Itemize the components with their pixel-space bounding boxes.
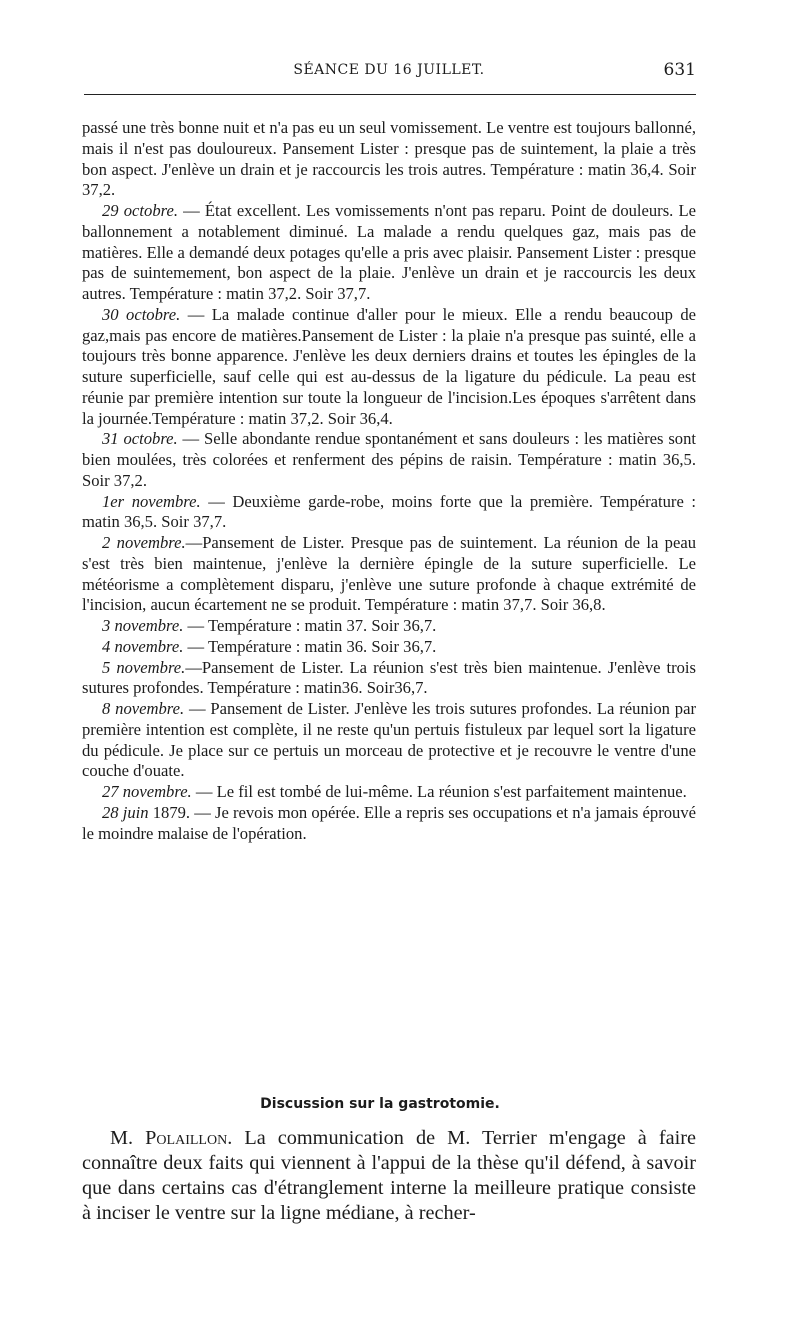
entry-separator: — [200, 491, 233, 511]
entry-separator: — [183, 636, 208, 656]
entry-text: Pansement de Lister. J'enlève les trois sutures profondes. La réunion par première intention est complète, il ne reste qu'un pertuis fistuleux par lequel sort la ligature du pédicule. Je place sur ce pertuis un morceau de protective et je recouvre le ventre d'une couche d'ouate. [82, 699, 696, 781]
clinical-notes [82, 118, 696, 844]
entry-27-novembre [82, 782, 696, 803]
entry-30-octobre [82, 305, 696, 430]
entry-date: 28 juin [102, 802, 149, 822]
entry-separator: — [185, 657, 202, 677]
entry-4-novembre [82, 637, 696, 658]
entry-text: La malade continue d'aller pour le mieux. Elle a rendu beaucoup de gaz,mais pas encore de matières.Pansement de Lister : la plaie n'a presque pas suinté, elle a toujours très bonne apparence. J'enlève les deux derniers drains et toutes les épingles de la suture superficielle, sauf celle qui est au-dessus de la ligature du pédicule. La peau est réunie par première intention sur toute la longueur de l'incision.Les époques s'arrêtent dans la journée.Température : matin 37,2. Soir 36,4. [82, 304, 697, 428]
entry-31-octobre [82, 429, 696, 491]
running-header [82, 60, 696, 86]
entry-text: Température : matin 37. Soir 36,7. [208, 616, 437, 635]
entry-text: Température : matin 36. Soir 36,7. [208, 636, 437, 656]
entry-date: 31 octobre. [102, 429, 178, 449]
entry-separator: 1879. — [148, 802, 215, 822]
entry-separator: — [177, 429, 205, 449]
entry-date: 5 novembre. [102, 657, 186, 677]
entry-text: État excellent. Les vomissements n'ont pas reparu. Point de douleurs. Le ballonnement a notablement diminué. La malade a rendu quelques gaz, mais pas de matières. Elle a demandé deux potages qu'elle a pris avec plaisir. Pansement Lister : presque pas de suintemement, bon aspect de la plaie. J'enlève un drain et je raccourcis les deux autres. Température : matin 37,2. Soir 37,7. [82, 201, 696, 303]
speaker-name: M. Polaillon. [110, 1127, 233, 1149]
discussion-block [82, 1126, 696, 1226]
entry-2-novembre [82, 533, 696, 616]
entry-1-novembre [82, 492, 696, 534]
entry-text: Je revois mon opérée. Elle a repris ses occupations et n'a jamais éprouvé le moindre malaise de l'opération. [82, 802, 696, 843]
entry-separator: — [184, 699, 211, 718]
entry-date: 3 novembre. [102, 616, 184, 635]
entry-date: 8 novembre. [102, 699, 185, 718]
entry-date: 29 octobre. [102, 201, 178, 220]
continuation-paragraph [82, 118, 696, 201]
header-rule [84, 94, 696, 95]
entry-separator: — [183, 616, 208, 635]
entry-separator: — [180, 304, 212, 324]
entry-29-octobre [82, 201, 696, 305]
entry-5-novembre [82, 658, 696, 700]
entry-date: 2 novembre. [102, 533, 186, 552]
page-number: 631 [663, 60, 696, 80]
entry-8-novembre [82, 699, 696, 782]
entry-text: Pansement de Lister. La réunion s'est très bien maintenue. J'enlève trois sutures profondes. Température : matin36. Soir36,7. [82, 657, 696, 698]
header-title: SÉANCE DU 16 JUILLET. [293, 62, 485, 78]
entry-date: 27 novembre. [102, 782, 192, 801]
entry-text: Pansement de Lister. Presque pas de suintement. La réunion de la peau s'est très bien maintenue, j'enlève la dernière épingle de la suture superficielle. Le météorisme a complètement disparu, j'enlève une suture profonde à chaque extrémité de l'incision, aucun écartement ne se produit. Température : matin 37,7. Soir 36,8. [82, 533, 696, 615]
discussion-paragraph [82, 1126, 696, 1226]
entry-text: Selle abondante rendue spontanément et sans douleurs : les matières sont bien moulées, très colorées et renferment des pépins de raisin. Température : matin 36,5. Soir 37,2. [82, 429, 697, 490]
entry-28-juin-1879 [82, 803, 696, 845]
section-heading: Discussion sur la gastrotomie. [260, 1096, 500, 1112]
entry-text: Deuxième garde-robe, moins forte que la première. Température : matin 36,5. Soir 37,7. [82, 491, 696, 532]
entry-separator: — [177, 201, 205, 220]
entry-date: 30 octobre. [102, 304, 181, 324]
entry-date: 1er novembre. [102, 491, 201, 511]
entry-separator: — [191, 782, 217, 801]
entry-text: passé une très bonne nuit et n'a pas eu un seul vomissement. Le ventre est toujours ballonné, mais il n'est pas douloureux. Pansement Lister : presque pas de suintement, la plaie a très bon aspect. J'enlève un drain et je raccourcis les trois autres. Température : matin 36,4. Soir 37,2. [82, 118, 696, 200]
entry-date: 4 novembre. [102, 636, 184, 656]
discussion-text: La communication de M. Terrier m'engage à faire connaître deux faits qui viennent à l'appui de la thèse qu'il défend, à savoir que dans certains cas d'étranglement interne la meilleure pratique consiste à inciser le ventre sur la ligne médiane, à recher- [82, 1127, 696, 1224]
entry-3-novembre [82, 616, 696, 637]
entry-separator: — [185, 533, 203, 552]
entry-text: Le fil est tombé de lui-même. La réunion s'est parfaitement maintenue. [216, 782, 687, 801]
